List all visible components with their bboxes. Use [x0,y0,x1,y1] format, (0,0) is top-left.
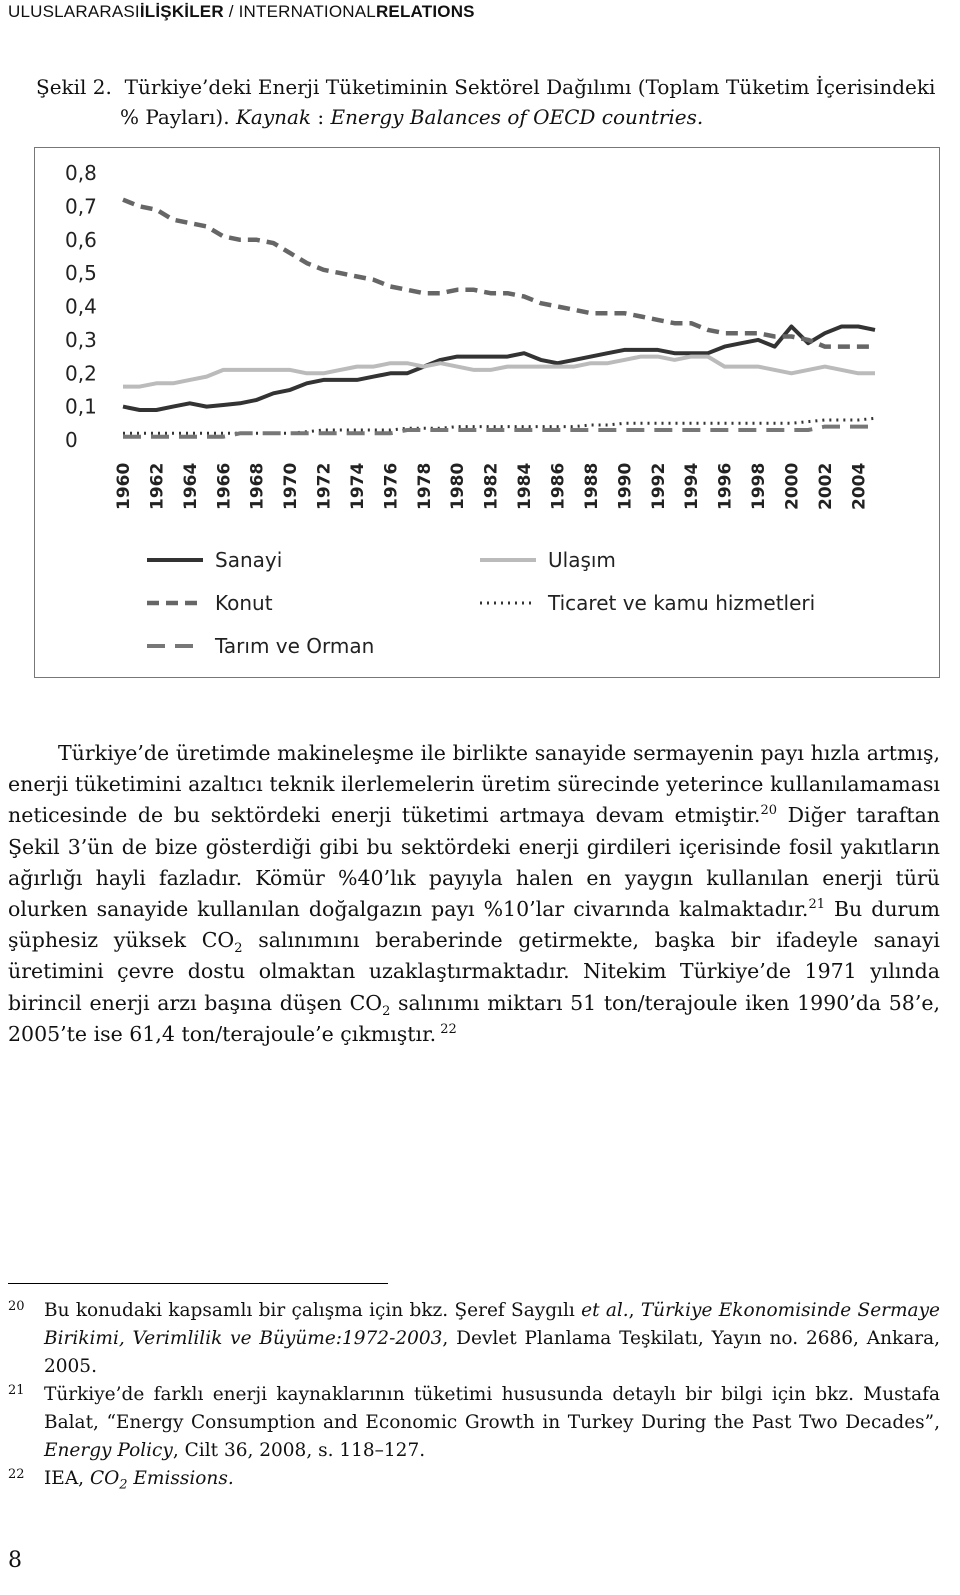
x-tick-label: 1992 [648,462,669,510]
x-tick-label: 2002 [815,462,836,510]
x-tick-label: 1986 [548,462,569,510]
x-tick-label: 1980 [448,462,469,510]
x-tick-label: 1988 [581,462,602,510]
body-paragraph [8,738,940,1050]
figure-caption [36,72,946,132]
footnote-ref-20[interactable]: 20 [760,803,777,819]
header-part1: ULUSLARARASI [8,2,140,21]
body-text-1: Türkiye’de üretimde makineleşme ile birlikte sanayide sermayenin payı hızla artmış, enerji tüketimini azaltıcı teknik ilerlemelerin üretim sürecinde yeterince kullanılamaması neticesinde de bu sektördeki enerji tüketimi artmaya devam etmiştir. [8,741,940,828]
header-part3: / INTERNATIONAL [223,2,376,21]
x-tick-label: 1994 [682,462,703,510]
footnote-20 [8,1297,940,1381]
y-tick-label: 0,6 [65,227,97,252]
subscript-2: 2 [234,941,243,957]
series-line-1 [123,357,875,387]
x-tick-label: 1962 [147,462,168,510]
source-value: Energy Balances of OECD countries. [330,105,704,129]
y-tick-label: 0,5 [65,261,97,286]
body-text-5: salınımı miktarı 51 ton/terajoule iken 1990’da 58’e, 2005’te ise 61,4 ton/terajoule’e çıkmıştır. [8,990,940,1046]
running-header [8,2,475,22]
footnote-22-text-a: IEA, [44,1468,90,1489]
footnote-divider [8,1283,388,1284]
footnote-22-emissions: Emissions. [127,1468,234,1489]
footnote-20-text-a: Bu konudaki kapsamlı bir çalışma için bkz. Şeref Saygılı [44,1300,582,1321]
y-tick-label: 0,3 [65,327,97,352]
footnote-number-22: 22 [8,1467,25,1482]
x-tick-label: 1974 [347,462,368,510]
footnote-21-text-a: Türkiye’de farklı enerji kaynaklarının tüketimi hususunda detaylı bir bilgi için bkz. Mustafa Balat, “Energy Consumption and Economic Growth in Turkey During the Past Two Decades”, [44,1384,940,1433]
footnote-ref-22[interactable]: 22 [436,1022,457,1037]
body-text-4: salınımını beraberinde getirmekte, başka bir ifadeyle sanayi üretimini çevre dostu olmaktan uzaklaştırmaktadır. Nitekim Türkiye’de 1971 yılında birincil enerji arzı başına düşen CO [8,928,940,1015]
x-tick-label: 1972 [314,462,335,510]
header-part2: İLİŞKİLER [139,2,224,21]
footnotes [8,1297,940,1493]
x-tick-label: 1968 [247,462,268,510]
x-tick-label: 1996 [715,462,736,510]
caption-label: Şekil 2. [36,75,112,99]
x-tick-label: 1964 [180,462,201,510]
chart-svg [35,148,939,677]
footnote-20-etal: et al. [581,1300,629,1321]
y-tick-label: 0,7 [65,194,97,219]
footnote-22-sub: 2 [119,1477,128,1493]
legend-label-3: Ticaret ve kamu hizmetleri [548,591,816,615]
x-tick-label: 1982 [481,462,502,510]
footnote-20-text-c: , [628,1300,641,1321]
footnote-number-20: 20 [8,1299,25,1314]
footnote-20-text-e: , Devlet Planlama Teşkilatı, Yayın no. 2686, Ankara, 2005. [44,1328,940,1377]
x-tick-label: 1970 [281,462,302,510]
legend-label-0: Sanayi [215,548,283,572]
footnote-21-text-c: , Cilt 36, 2008, s. 118–127. [172,1440,426,1461]
legend-label-2: Konut [215,591,273,615]
footnote-number-21: 21 [8,1383,25,1398]
page-number: 8 [8,1548,22,1573]
legend-label-4: Tarım ve Orman [215,634,375,658]
series-line-2 [123,200,875,347]
y-tick-label: 0,2 [65,361,97,386]
x-tick-label: 1976 [381,462,402,510]
legend-label-1: Ulaşım [548,548,616,572]
footnote-21 [8,1381,940,1465]
x-tick-label: 2004 [849,462,870,510]
footnote-22-co: CO [89,1468,120,1489]
source-sep: : [311,105,331,129]
x-tick-label: 2000 [782,462,803,510]
footnote-22-title [89,1468,234,1493]
footnote-22 [8,1465,940,1493]
footnote-21-journal: Energy Policy [44,1440,173,1461]
footnote-20-title: Türkiye Ekonomisinde Sermaye Birikimi, Verimlilik ve Büyüme:1972-2003 [44,1300,940,1349]
x-tick-label: 1984 [515,462,536,510]
x-tick-label: 1990 [615,462,636,510]
footnote-ref-21[interactable]: 21 [808,897,825,913]
y-tick-label: 0,8 [65,161,97,185]
body-text-3: Bu durum şüphesiz yüksek CO [8,897,940,953]
y-tick-label: 0,4 [65,294,97,319]
source-label: Kaynak [235,105,312,129]
x-tick-label: 1978 [414,462,435,510]
x-tick-label: 1960 [114,462,134,510]
y-tick-label: 0 [65,428,78,452]
caption-text: Türkiye’deki Enerji Tüketiminin Sektörel Dağılımı (Toplam Tüketim İçerisindeki [124,75,936,99]
subscript-2b: 2 [382,1003,391,1019]
header-part4: RELATIONS [375,2,475,21]
series-line-4 [123,427,875,437]
line-chart [34,147,940,678]
y-tick-label: 0,1 [65,394,97,419]
body-text-2: Diğer taraftan Şekil 3’ün de bize gösterdiği gibi bu sektördeki enerji girdileri içerisinde fosil yakıtların ağırlığı hayli fazladır. Kömür %40’lık payıyla halen en yaygın kullanılan enerji türü olurken sanayide kullanılan doğalgazın payı %10’lar civarında kalmaktadır. [8,803,941,922]
x-tick-label: 1966 [214,462,235,510]
x-tick-label: 1998 [749,462,770,510]
caption-line2: % Payları). [120,105,230,129]
